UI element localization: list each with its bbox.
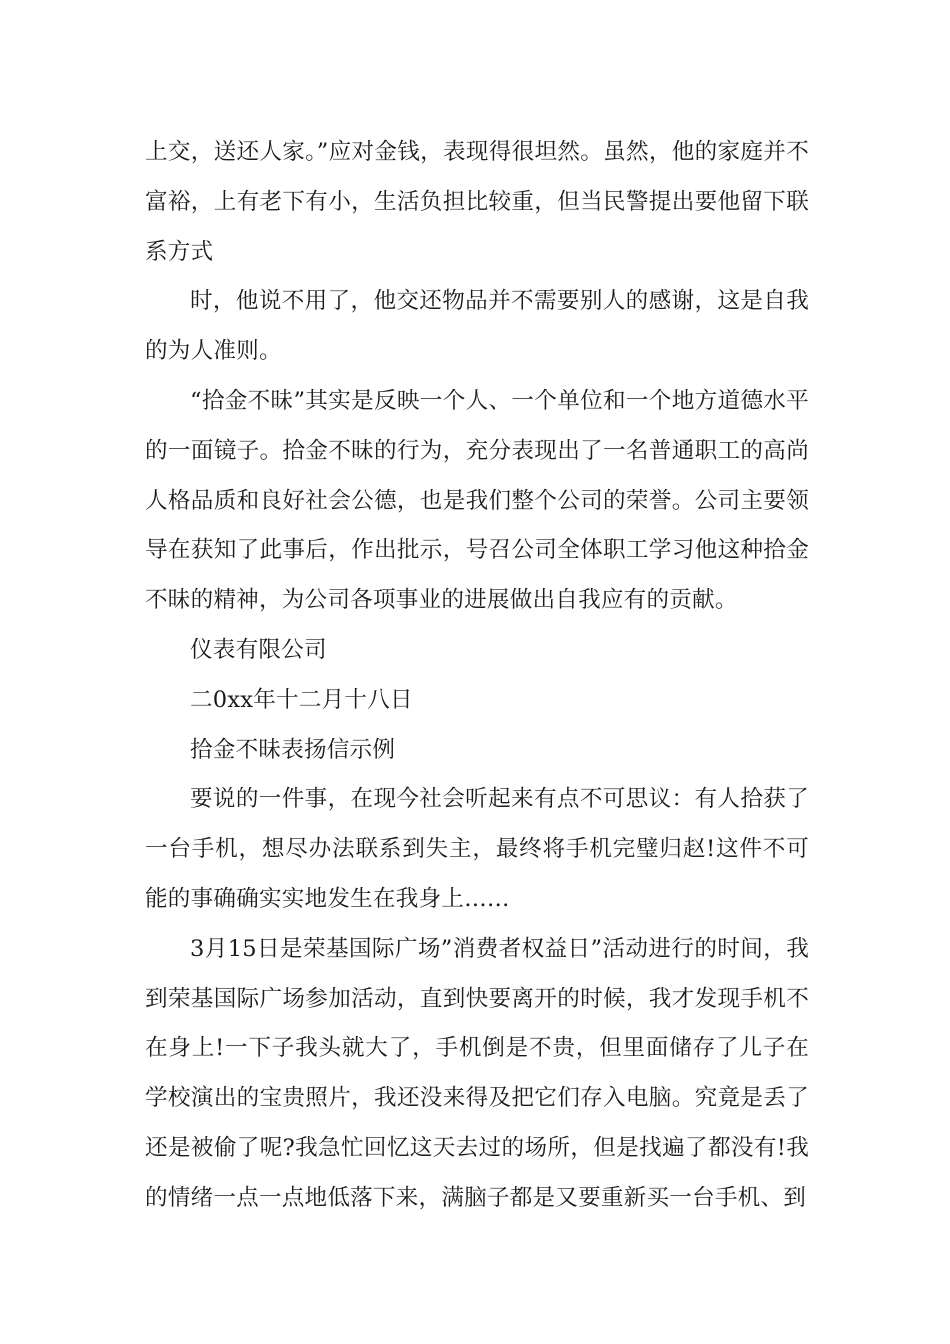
signature-company: 仪表有限公司	[190, 636, 327, 663]
signature-date: 二0xx年十二月十八日	[190, 686, 413, 713]
document-body	[145, 128, 809, 1224]
section-heading: 拾金不昧表扬信示例	[190, 736, 396, 763]
paragraph-statement: 时，他说不用了，他交还物品并不需要别人的感谢，这是自我的为人准则。	[145, 288, 809, 365]
paragraph-praise: “拾金不昧”其实是反映一个人、一个单位和一个地方道德水平的一面镜子。拾金不昧的行为，充分表现出了一名普通职工的高尚人格品质和良好社会公德，也是我们整个公司的荣誉。公司主要领导在获知了此事后，作出批示，号召公司全体职工学习他这种拾金不昧的精神，为公司各项事业的进展做出自我应有的贡献。	[145, 387, 809, 614]
paragraph-intro: 要说的一件事，在现今社会听起来有点不可思议：有人拾获了一台手机，想尽办法联系到失主，最终将手机完璧归赵!这件不可能的事确确实实地发生在我身上……	[145, 786, 809, 912]
paragraph-story: 3月15日是荣基国际广场”消费者权益日”活动进行的时间，我到荣基国际广场参加活动，直到快要离开的时候，我才发现手机不在身上!一下子我头就大了，手机倒是不贵，但里面储存了儿子在学校演出的宝贵照片，我还没来得及把它们存入电脑。究竟是丢了还是被偷了呢?我急忙回忆这天去过的场所，但是找遍了都没有!我的情绪一点一点地低落下来，满脑子都是又要重新买一台手机、到	[145, 935, 809, 1211]
paragraph-continued: 上交，送还人家。”应对金钱，表现得很坦然。虽然，他的家庭并不富裕，上有老下有小，生活负担比较重，但当民警提出要他留下联系方式	[145, 139, 809, 265]
